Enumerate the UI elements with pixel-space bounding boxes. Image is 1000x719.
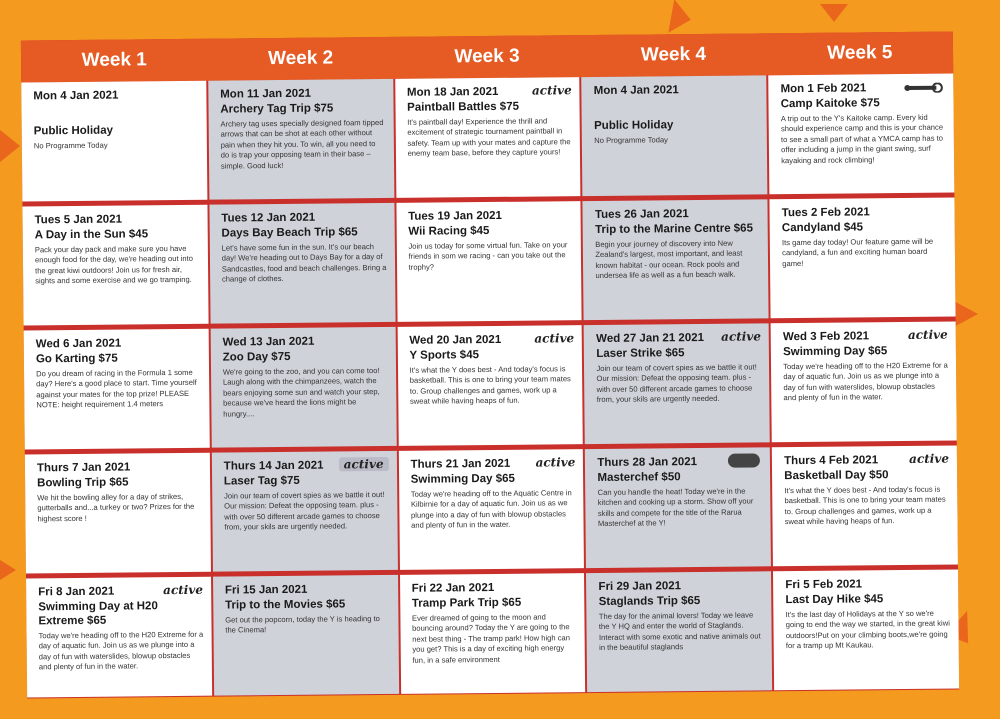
activity-description: Begin your journey of discovery into New Zealand's largest, most important, and least known habitat - our ocean. Rock pools and undersea life as well as a fun beach walk. bbox=[595, 238, 743, 281]
activity-date: Wed 3 Feb 2021 bbox=[782, 330, 870, 344]
activity-title: Staglands Trip $65 bbox=[598, 594, 701, 608]
activity-date: Tues 12 Jan 2021 bbox=[221, 211, 316, 225]
activity-title: Swimming Day $65 bbox=[410, 472, 515, 486]
active-badge: active bbox=[534, 331, 575, 346]
active-badge: active bbox=[535, 455, 576, 470]
activity-date: Tues 5 Jan 2021 bbox=[34, 213, 123, 227]
activity-description: Pack your day pack and make sure you have enough food for the day, we're heading out into the great kiwi outdoors! Join us for fresh air, sights and some exercise and we go tramping. bbox=[34, 243, 193, 286]
activity-title: Masterchef $50 bbox=[597, 471, 681, 484]
activity-cell bbox=[400, 573, 586, 694]
activity-description: Do you dream of racing in the Formula 1 some day? Here's a good place to start. Time yourself against your mates for the top prize! PLEASE NOTE: height requirement 1.4 meters bbox=[36, 367, 197, 410]
activity-title: Last Day Hike $45 bbox=[785, 593, 884, 607]
activity-date: Thurs 4 Feb 2021 bbox=[784, 454, 879, 468]
holiday-programme-sheet bbox=[21, 32, 959, 699]
activity-date: Wed 13 Jan 2021 bbox=[222, 335, 315, 349]
week-header-2: Week 2 bbox=[267, 47, 334, 70]
activity-date: Wed 27 Jan 21 2021 bbox=[596, 331, 705, 345]
activity-date: Mon 18 Jan 2021 bbox=[406, 85, 499, 99]
activity-cell bbox=[397, 325, 583, 446]
activity-cell bbox=[21, 81, 207, 202]
activity-cell bbox=[25, 453, 211, 574]
wrench-icon bbox=[903, 83, 943, 93]
active-badge: active bbox=[907, 327, 948, 342]
activity-title: Trip to the Movies $65 bbox=[225, 598, 346, 612]
activity-title: Swimming Day $65 bbox=[783, 345, 888, 359]
activity-cell bbox=[209, 203, 395, 324]
activity-description: It's what the Y does best - And today's focus is basketball. This is one to bring your team mates to. Group challenges and games, work up a sweat while having heaps of fun. bbox=[409, 364, 571, 406]
activity-description: It's the last day of Holidays at the Y so we're going to end the way we started, in the great kiwi outdoors!Put on your climbing boots,we're going for a tramp up Mt Kaukau. bbox=[785, 608, 950, 651]
activity-title: Y Sports $45 bbox=[409, 349, 480, 362]
activity-title: Go Karting $75 bbox=[35, 352, 118, 366]
activity-cell bbox=[208, 79, 394, 200]
activity-title: Days Bay Beach Trip $65 bbox=[221, 226, 358, 240]
activity-description: Join our team of covert spies as we battle it out! Our mission: Defeat the opposing team. plus - with over 50 different arcade games to choose from, your skils are urgently needed. bbox=[596, 362, 757, 405]
activity-title: Camp Kaitoke $75 bbox=[780, 97, 880, 111]
activity-date: Thurs 7 Jan 2021 bbox=[36, 461, 131, 475]
activity-title: Laser Tag $75 bbox=[223, 474, 300, 488]
activity-description: Let's have some fun in the sun. It's our beach day! We're heading out to Days Bay for a day of Sandcastles, food and beach challenges. Bring a change of clothes. bbox=[221, 242, 387, 284]
activity-description: Join our team of covert spies as we battle it out! Our mission: Defeat the opposing team. plus - with over 50 different arcade games to choose from, your skils are urgently needed. bbox=[223, 490, 385, 532]
activity-title: A Day in the Sun $45 bbox=[34, 228, 149, 242]
activity-date: Tues 26 Jan 2021 bbox=[594, 208, 689, 221]
activity-title: Zoo Day $75 bbox=[222, 350, 291, 364]
activity-date: Fri 8 Jan 2021 bbox=[38, 585, 115, 599]
activity-cell bbox=[398, 449, 584, 570]
week-header-3: Week 3 bbox=[454, 45, 520, 68]
activity-cell bbox=[24, 329, 210, 450]
activity-date: Mon 11 Jan 2021 bbox=[220, 87, 312, 101]
activity-cell bbox=[585, 447, 771, 568]
activity-description: Archery tag uses specially designed foam tipped arrows that can be shot at each other without pain when they hit you. To win, all you need to do is trap your opposing team in their base – simple. Good luck! bbox=[220, 118, 384, 171]
week-header-4: Week 4 bbox=[640, 43, 707, 66]
active-badge: active bbox=[531, 83, 572, 98]
activity-cell bbox=[396, 201, 582, 322]
activity-date: Fri 22 Jan 2021 bbox=[411, 581, 495, 595]
activity-description: A trip out to the Y's Kaitoke camp. Every kid should experience camp and this is your chance to see a small part of what a YMCA camp has to offer including a jump in the giant swing, surf kayaking and rock climbing! bbox=[780, 112, 944, 165]
activity-description: Today we're heading off to the H20 Extreme for a day of aquatic fun. Join us as we plunge into a day of fun with waterslides, blowup obstacles and plenty of fun in the water. bbox=[783, 360, 948, 403]
activity-cell bbox=[213, 575, 399, 696]
activity-date: Thurs 21 Jan 2021 bbox=[410, 457, 511, 471]
activity-description: It's paintball day! Experience the thrill and excitement of strategic tournament paintball in safety. Team up with your mates and capture the enemy team base, before they capture yours! bbox=[407, 116, 571, 159]
activity-cell bbox=[586, 571, 772, 692]
activity-title: Basketball Day $50 bbox=[784, 469, 889, 483]
activity-date: Mon 4 Jan 2021 bbox=[33, 89, 119, 103]
activity-cell bbox=[26, 577, 212, 698]
active-badge: active bbox=[163, 582, 204, 598]
activity-description: Today we're heading off to the H20 Extreme for a day of aquatic fun. Join us as we plunge into a day of fun with waterslides, blowup obstacles and plenty of fun in the water. bbox=[38, 629, 204, 672]
activity-description: Get out the popcorn, today the Y is heading to the Cinema! bbox=[225, 614, 380, 635]
activity-description: We're going to the zoo, and you can come too! Laugh along with the chimpanzees, watch the bears enjoying some sun and watch your step, because we've heard the lions might be hungry.... bbox=[222, 366, 380, 419]
activity-date: Fri 15 Jan 2021 bbox=[224, 583, 308, 597]
active-badge: active bbox=[909, 451, 949, 466]
activity-cell bbox=[395, 77, 581, 198]
activity-description: The day for the animal lovers! Today we leave the Y HQ and enter the world of Staglands. Interact with some exotic and native animals out in the beautiful staglands bbox=[598, 610, 761, 653]
activity-cell bbox=[772, 446, 958, 567]
activity-cell bbox=[583, 199, 769, 320]
activity-cell bbox=[768, 74, 954, 195]
activity-description: Join us today for some virtual fun. Take on your friends in som we racing - can you take out the trophy? bbox=[408, 240, 568, 272]
activity-title: Laser Strike $65 bbox=[596, 347, 685, 360]
activity-cell bbox=[773, 570, 959, 691]
activity-title: Candyland $45 bbox=[781, 221, 864, 235]
programme-grid bbox=[21, 74, 959, 698]
activity-description: We hit the bowling alley for a day of strikes, gutterballs and...a turkey or two? Prizes for the highest score ! bbox=[37, 491, 195, 524]
activity-description: Its game day today! Our feature game will be candyland, a fun and exciting human board game! bbox=[781, 236, 934, 269]
activity-date: Tues 2 Feb 2021 bbox=[781, 206, 870, 220]
activity-cell bbox=[770, 198, 956, 319]
activity-description: No Programme Today bbox=[594, 135, 669, 145]
activity-date: Fri 29 Jan 2021 bbox=[598, 580, 682, 593]
activity-cell bbox=[584, 323, 770, 444]
activity-title: Public Holiday bbox=[594, 119, 674, 132]
activity-date: Thurs 28 Jan 2021 bbox=[597, 456, 698, 469]
activity-date: Mon 1 Feb 2021 bbox=[780, 82, 867, 96]
activity-cell bbox=[210, 327, 396, 448]
activity-title: Trip to the Marine Centre $65 bbox=[595, 222, 754, 236]
activity-title: Paintball Battles $75 bbox=[407, 100, 520, 114]
activity-cell bbox=[22, 205, 208, 326]
activity-cell bbox=[771, 322, 957, 443]
activity-title: Swimming Day at H20 Extreme $65 bbox=[38, 600, 158, 628]
activity-title: Bowling Trip $65 bbox=[37, 476, 129, 490]
chef-hat-icon bbox=[728, 453, 760, 467]
week-header-5: Week 5 bbox=[827, 42, 893, 64]
activity-description: Today we're heading off to the Aquatic Centre in Kilbirnie for a day of aquatic fun. Join us as we plunge into a day of fun with blowup obstacles and plenty of fun in the water. bbox=[410, 488, 572, 530]
activity-cell bbox=[582, 75, 768, 196]
activity-description: No Programme Today bbox=[33, 140, 108, 151]
activity-date: Wed 20 Jan 2021 bbox=[409, 333, 502, 347]
activity-description: It's what the Y does best - And today's focus is basketball. This is one to bring your team mates to. Group challenges and games, work up a sweat while having heaps of fun. bbox=[784, 484, 946, 527]
activity-date: Fri 5 Feb 2021 bbox=[785, 578, 863, 592]
activity-description: Ever dreamed of going to the moon and bouncing around? Today the Y are going to the next best thing - The tramp park! How high can you get? This is a day of exciting high energy fun, in a safe environment bbox=[411, 612, 570, 665]
activity-date: Mon 4 Jan 2021 bbox=[593, 84, 679, 97]
week-header-1: Week 1 bbox=[81, 49, 147, 71]
activity-cell bbox=[212, 451, 398, 572]
activity-title: Wii Racing $45 bbox=[408, 225, 490, 238]
activity-title: Archery Tag Trip $75 bbox=[220, 102, 334, 116]
active-badge: active bbox=[339, 457, 389, 471]
activity-description: Can you handle the heat! Today we're in the kitchen and cooking up a storm. Show off your skills and compete for the title of the Rarua Masterchef at the Y! bbox=[597, 486, 754, 529]
activity-date: Thurs 14 Jan 2021 bbox=[223, 459, 324, 473]
activity-date: Wed 6 Jan 2021 bbox=[35, 337, 122, 351]
activity-title: Public Holiday bbox=[33, 124, 114, 138]
activity-date: Tues 19 Jan 2021 bbox=[408, 209, 502, 223]
active-badge: active bbox=[721, 329, 761, 344]
activity-title: Tramp Park Trip $65 bbox=[411, 596, 522, 610]
